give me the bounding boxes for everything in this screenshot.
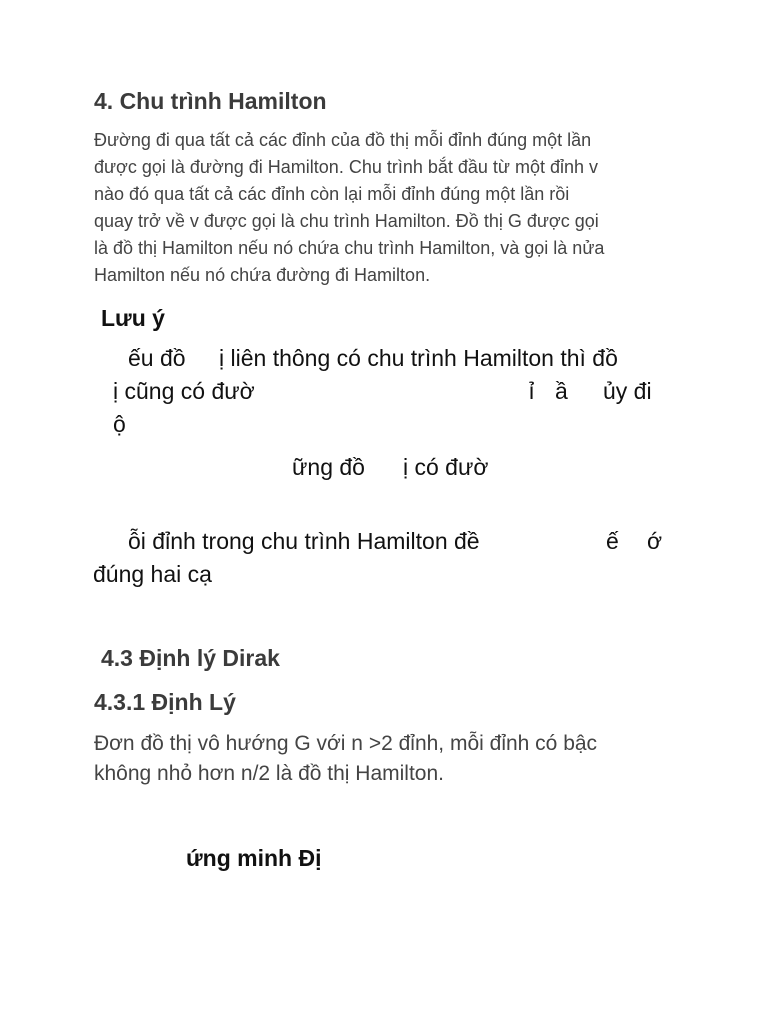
note-fragment: ỉ xyxy=(529,378,535,404)
paragraph-line: không nhỏ hơn n/2 là đồ thị Hamilton. xyxy=(94,762,444,785)
note-fragment: ị liên thông có chu trình Hamilton thì đồ xyxy=(219,345,618,371)
note-title: Lưu ý xyxy=(101,305,165,331)
paragraph-line: quay trở về v được gọi là chu trình Hamilton. Đồ thị G được gọi xyxy=(94,211,599,231)
note-fragment: ững đồ xyxy=(292,454,365,480)
paragraph-line: Đường đi qua tất cả các đỉnh của đồ thị mỗi đỉnh đúng một lần xyxy=(94,130,592,150)
note-fragment: ị có đườ xyxy=(403,454,489,480)
paragraph-line: được gọi là đường đi Hamilton. Chu trình bắt đầu từ một đỉnh v xyxy=(94,157,599,177)
paragraph-line: nào đó qua tất cả các đỉnh còn lại mỗi đỉnh đúng một lần rồi xyxy=(94,184,570,204)
note-fragment: ế xyxy=(606,528,619,554)
section-4-3-1-title: 4.3.1 Định Lý xyxy=(94,689,236,715)
note-fragment: ủy đi xyxy=(603,378,652,404)
note-fragment: ớ xyxy=(647,528,663,554)
note-fragment: ầ xyxy=(555,378,568,404)
paragraph-line: Hamilton nếu nó chứa đường đi Hamilton. xyxy=(94,265,431,285)
paragraph-line: là đồ thị Hamilton nếu nó chứa chu trình Hamilton, và gọi là nửa xyxy=(94,238,605,258)
paragraph-line: Đơn đồ thị vô hướng G với n >2 đỉnh, mỗi đỉnh có bậc xyxy=(94,732,598,755)
section-4-title: 4. Chu trình Hamilton xyxy=(94,88,327,114)
note-fragment: ếu đồ xyxy=(128,345,186,371)
note-fragment: đúng hai cạ xyxy=(93,561,212,587)
note-fragment: ị cũng có đườ xyxy=(113,378,255,404)
note-fragment: ỗi đỉnh trong chu trình Hamilton đề xyxy=(128,528,480,554)
proof-heading-fragment: ứng minh Đị xyxy=(186,845,322,871)
section-4-3-title: 4.3 Định lý Dirak xyxy=(101,645,280,671)
note-fragment: ộ xyxy=(113,411,126,437)
